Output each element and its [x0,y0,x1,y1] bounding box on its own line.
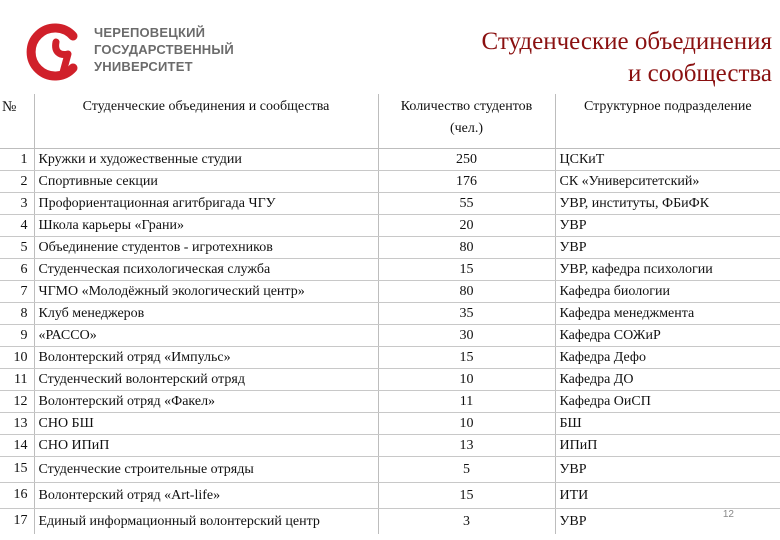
table-row [0,509,780,535]
row-count: 15 [378,483,555,509]
page-title-line-2: и сообщества [627,60,772,87]
row-dept: УВР [555,457,780,483]
row-dept: УВР [559,514,587,529]
row-number: 3 [0,193,34,215]
row-dept: УВР, институты, ФБиФК [555,193,780,215]
page-title [482,26,772,90]
row-number: 16 [0,483,34,509]
row-number: 9 [0,325,34,347]
table-row [0,483,780,509]
row-count: 176 [378,171,555,193]
row-count: 10 [378,413,555,435]
row-number: 14 [0,435,34,457]
table-row [0,303,780,325]
row-number: 15 [0,457,34,483]
column-header-dept: Структурное подразделение [555,94,780,149]
table-row [0,413,780,435]
row-name: СНО БШ [34,413,378,435]
row-count: 15 [378,259,555,281]
logo-line-1: ЧЕРЕПОВЕЦКИЙ [94,25,206,40]
row-dept: Кафедра ДО [555,369,780,391]
row-name: Спортивные секции [34,171,378,193]
table-body [0,149,780,535]
row-count: 30 [378,325,555,347]
table-row [0,369,780,391]
row-count: 11 [378,391,555,413]
row-name: Волонтерский отряд «Art-life» [34,483,378,509]
table-row [0,391,780,413]
row-name: Волонтерский отряд «Импульс» [34,347,378,369]
row-dept: СК «Университетский» [555,171,780,193]
table-row [0,259,780,281]
row-number: 2 [0,171,34,193]
row-count: 80 [378,237,555,259]
row-dept: Кафедра ОиСП [555,391,780,413]
row-dept: ИТИ [555,483,780,509]
row-count: 5 [378,457,555,483]
table-row [0,325,780,347]
table-row [0,281,780,303]
page-number: 12 [722,509,734,520]
row-number: 5 [0,237,34,259]
row-dept: ИПиП [555,435,780,457]
row-number: 12 [0,391,34,413]
row-count: 35 [378,303,555,325]
logo-line-3: УНИВЕРСИТЕТ [94,59,193,74]
row-number: 8 [0,303,34,325]
university-logo [26,22,234,82]
row-count: 13 [378,435,555,457]
row-number: 13 [0,413,34,435]
row-count: 15 [378,347,555,369]
row-name: Объединение студентов - игротехников [34,237,378,259]
row-name: Студенческий волонтерский отряд [34,369,378,391]
row-dept: УВР [555,237,780,259]
row-number: 10 [0,347,34,369]
row-number: 6 [0,259,34,281]
row-dept: УВР [555,215,780,237]
row-dept: ЦСКиТ [555,149,780,171]
row-dept: Кафедра менеджмента [555,303,780,325]
table-row [0,193,780,215]
row-number: 11 [0,369,34,391]
row-name: Кружки и художественные студии [34,149,378,171]
row-dept: Кафедра Дефо [555,347,780,369]
row-dept: Кафедра биологии [555,281,780,303]
page-title-line-1: Студенческие объединения [481,28,772,55]
row-name: «РАССО» [34,325,378,347]
row-name: Волонтерский отряд «Факел» [34,391,378,413]
row-name: Клуб менеджеров [34,303,378,325]
table-header-row [0,94,780,149]
row-count: 10 [378,369,555,391]
row-count: 80 [378,281,555,303]
column-header-num: № [0,94,34,149]
row-number: 1 [0,149,34,171]
table-row [0,171,780,193]
table-row [0,215,780,237]
row-number: 4 [0,215,34,237]
row-name: Школа карьеры «Грани» [34,215,378,237]
associations-table [0,94,780,534]
logo-line-2: ГОСУДАРСТВЕННЫЙ [94,42,234,57]
row-count: 55 [378,193,555,215]
row-dept: УВР, кафедра психологии [555,259,780,281]
row-number: 7 [0,281,34,303]
table-row [0,435,780,457]
row-count: 20 [378,215,555,237]
row-number: 17 [0,509,34,535]
row-dept: БШ [555,413,780,435]
row-dept: Кафедра СОЖиР [555,325,780,347]
row-count: 250 [378,149,555,171]
column-header-name: Студенческие объединения и сообщества [34,94,378,149]
row-name: Студенческая психологическая служба [34,259,378,281]
row-name: Единый информационный волонтерский центр [34,509,378,535]
table-row [0,347,780,369]
logo-wordmark [94,24,234,75]
table-row [0,237,780,259]
row-name: Профориентационная агитбригада ЧГУ [34,193,378,215]
table-row [0,149,780,171]
row-name: Студенческие строительные отряды [34,457,378,483]
row-name: СНО ИПиП [34,435,378,457]
row-name: ЧГМО «Молодёжный экологический центр» [34,281,378,303]
university-emblem-icon [26,22,88,82]
row-count: 3 [378,509,555,535]
column-header-count: Количество студентов (чел.) [378,94,555,149]
table-row [0,457,780,483]
